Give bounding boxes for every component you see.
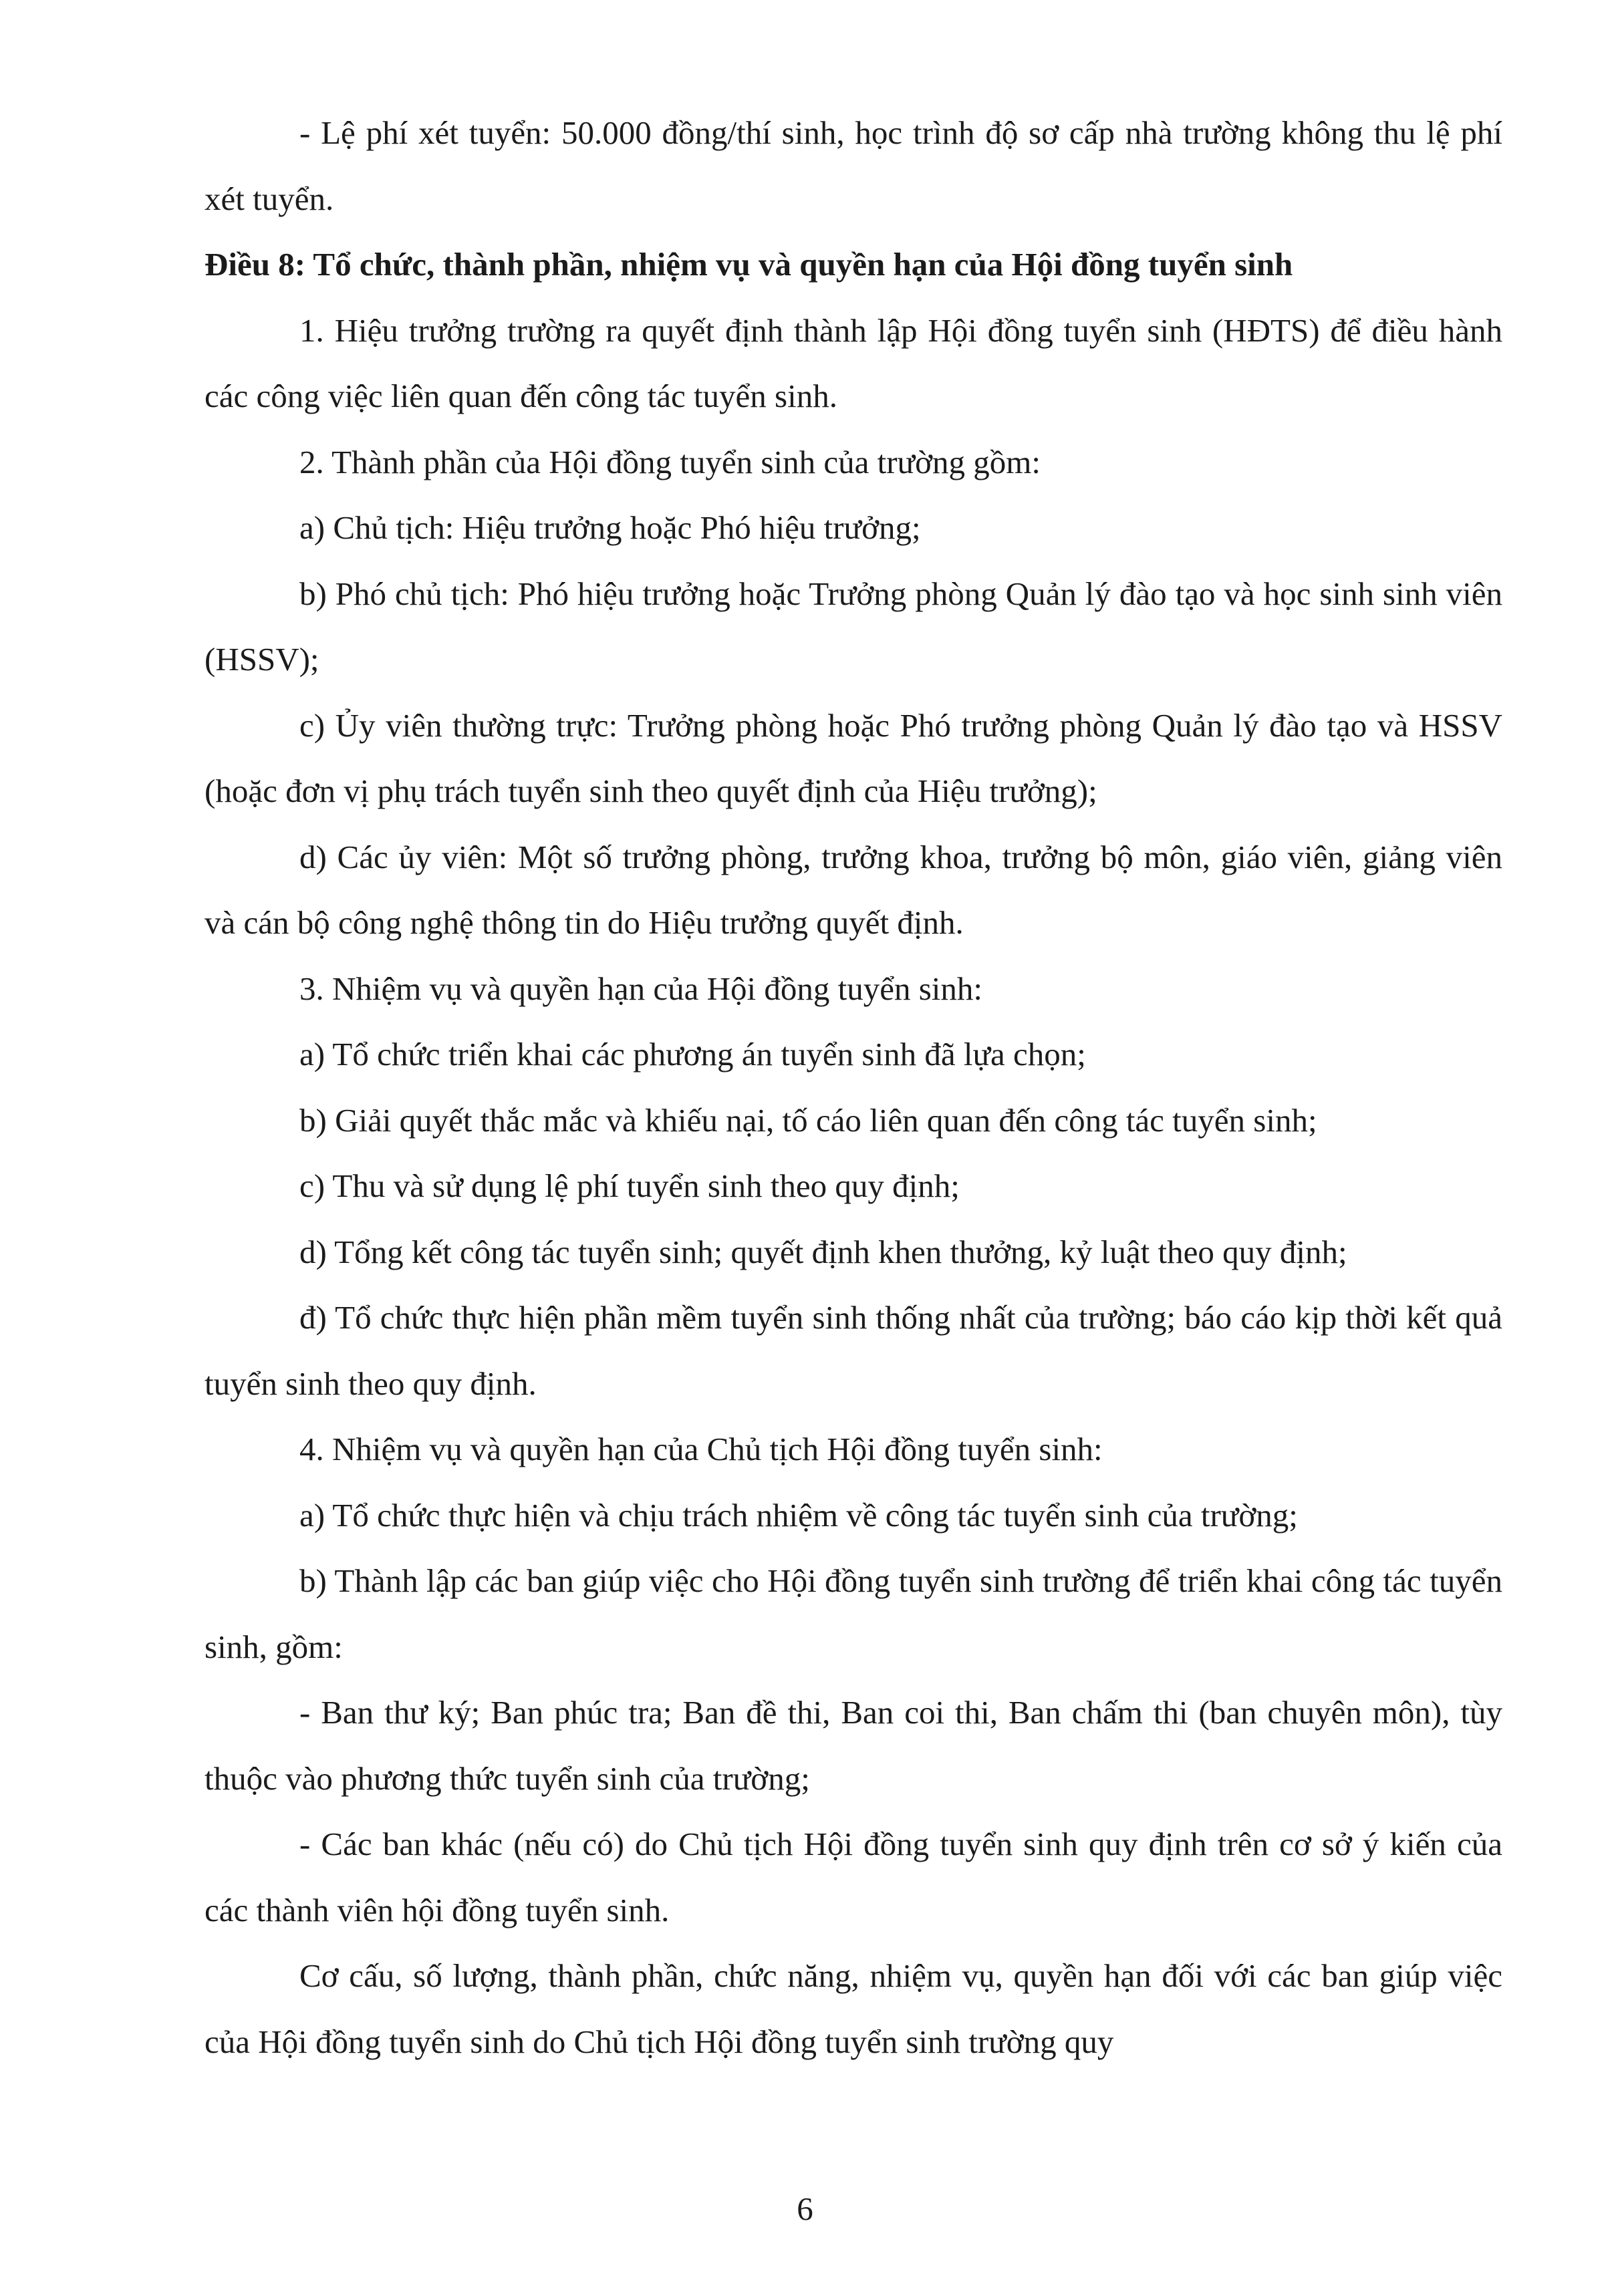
page-number: 6 (797, 2190, 813, 2227)
paragraph: - Các ban khác (nếu có) do Chủ tịch Hội đồng tuyển sinh quy định trên cơ sở ý kiến của các thành viên hội đồng tuyển sinh. (205, 1826, 1502, 1928)
paragraph: d) Tổng kết công tác tuyển sinh; quyết định khen thưởng, kỷ luật theo quy định; (299, 1233, 1347, 1270)
paragraph: - Lệ phí xét tuyển: 50.000 đồng/thí sinh, học trình độ sơ cấp nhà trường không thu lệ phí xét tuyển. (205, 114, 1502, 217)
paragraph: b) Phó chủ tịch: Phó hiệu trưởng hoặc Trưởng phòng Quản lý đào tạo và học sinh sinh viên (HSSV); (205, 575, 1502, 678)
section-heading: Điều 8: Tổ chức, thành phần, nhiệm vụ và quyền hạn của Hội đồng tuyển sinh (205, 246, 1293, 283)
paragraph: 4. Nhiệm vụ và quyền hạn của Chủ tịch Hội đồng tuyển sinh: (299, 1431, 1103, 1467)
paragraph: đ) Tổ chức thực hiện phần mềm tuyển sinh thống nhất của trường; báo cáo kịp thời kết quả tuyển sinh theo quy định. (205, 1299, 1502, 1402)
paragraph: c) Thu và sử dụng lệ phí tuyển sinh theo quy định; (299, 1167, 960, 1204)
paragraph: a) Tổ chức triển khai các phương án tuyển sinh đã lựa chọn; (299, 1036, 1086, 1072)
paragraph: b) Thành lập các ban giúp việc cho Hội đồng tuyển sinh trường để triển khai công tác tuyển sinh, gồm: (205, 1562, 1502, 1665)
paragraph: c) Ủy viên thường trực: Trưởng phòng hoặc Phó trưởng phòng Quản lý đào tạo và HSSV (hoặc đơn vị phụ trách tuyển sinh theo quyết định của Hiệu trưởng); (205, 706, 1502, 809)
paragraph: b) Giải quyết thắc mắc và khiếu nại, tố cáo liên quan đến công tác tuyển sinh; (299, 1101, 1317, 1139)
paragraph: 3. Nhiệm vụ và quyền hạn của Hội đồng tuyển sinh: (299, 970, 983, 1007)
paragraph: 2. Thành phần của Hội đồng tuyển sinh của trường gồm: (299, 443, 1041, 480)
paragraph: Cơ cấu, số lượng, thành phần, chức năng, nhiệm vụ, quyền hạn đối với các ban giúp việc của Hội đồng tuyển sinh do Chủ tịch Hội đồng tuyển sinh trường quy (205, 1957, 1502, 2060)
paragraph: a) Chủ tịch: Hiệu trưởng hoặc Phó hiệu trưởng; (299, 509, 921, 546)
document-body (205, 100, 1502, 2075)
paragraph: a) Tổ chức thực hiện và chịu trách nhiệm về công tác tuyển sinh của trường; (299, 1496, 1298, 1534)
paragraph: d) Các ủy viên: Một số trưởng phòng, trưởng khoa, trưởng bộ môn, giáo viên, giảng viên và cán bộ công nghệ thông tin do Hiệu trưởng quyết định. (205, 838, 1502, 941)
paragraph: - Ban thư ký; Ban phúc tra; Ban đề thi, Ban coi thi, Ban chấm thi (ban chuyên môn), tùy thuộc vào phương thức tuyển sinh của trường; (205, 1694, 1502, 1797)
paragraph: 1. Hiệu trưởng trường ra quyết định thành lập Hội đồng tuyển sinh (HĐTS) để điều hành các công việc liên quan đến công tác tuyển sinh. (205, 311, 1502, 414)
